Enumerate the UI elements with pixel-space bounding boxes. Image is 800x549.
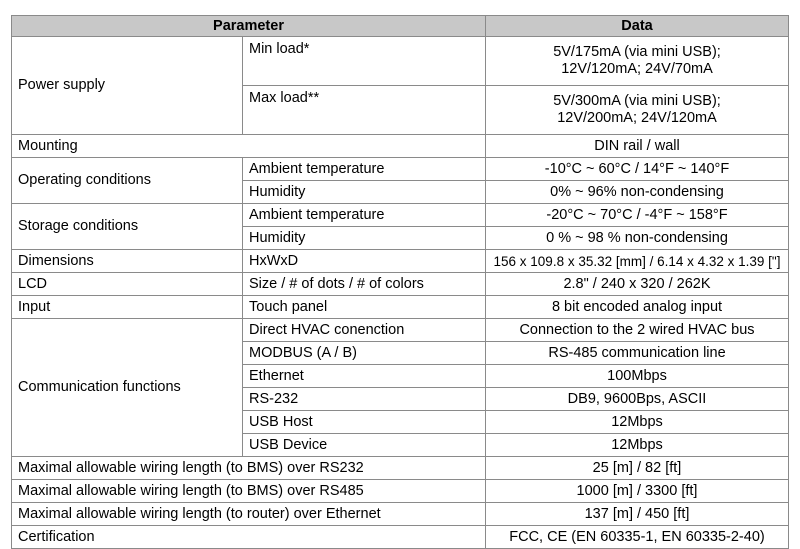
- operating-label: Operating conditions: [12, 158, 243, 204]
- header-data: Data: [486, 16, 789, 37]
- lcd-label: LCD: [12, 273, 243, 296]
- wiring-value: 25 [m] / 82 [ft]: [486, 457, 789, 480]
- table-row: [12, 319, 789, 342]
- table-row: [12, 37, 789, 86]
- comm-item-value: 100Mbps: [486, 365, 789, 388]
- comm-item-value: Connection to the 2 wired HVAC bus: [486, 319, 789, 342]
- table-row: [12, 296, 789, 319]
- input-sub: Touch panel: [243, 296, 486, 319]
- comm-item-value: 12Mbps: [486, 411, 789, 434]
- dimensions-sub: HxWxD: [243, 250, 486, 273]
- storage-temp-value: -20°C ~ 70°C / -4°F ~ 158°F: [486, 204, 789, 227]
- min-load-value: [486, 37, 789, 86]
- table-row: [12, 273, 789, 296]
- power-supply-label: Power supply: [12, 37, 243, 135]
- min-load-label: Min load*: [243, 37, 486, 86]
- mounting-value: DIN rail / wall: [486, 135, 789, 158]
- table-row: [12, 158, 789, 181]
- table-row: [12, 457, 789, 480]
- storage-humidity-value: 0 % ~ 98 % non-condensing: [486, 227, 789, 250]
- min-load-line2: 12V/120mA; 24V/70mA: [561, 61, 713, 77]
- comm-item-label: MODBUS (A / B): [243, 342, 486, 365]
- max-load-label: Max load**: [243, 86, 486, 135]
- certification-label: Certification: [12, 526, 486, 549]
- storage-temp-label: Ambient temperature: [243, 204, 486, 227]
- operating-humidity-label: Humidity: [243, 181, 486, 204]
- max-load-line2: 12V/200mA; 24V/120mA: [557, 110, 717, 126]
- table-row: [12, 480, 789, 503]
- comm-item-value: RS-485 communication line: [486, 342, 789, 365]
- table-row: [12, 135, 789, 158]
- max-load-value: [486, 86, 789, 135]
- lcd-sub: Size / # of dots / # of colors: [243, 273, 486, 296]
- comm-item-value: 12Mbps: [486, 434, 789, 457]
- spec-table: [11, 15, 789, 549]
- dimensions-value: 156 x 109.8 x 35.32 [mm] / 6.14 x 4.32 x 1.39 ["]: [486, 250, 789, 273]
- lcd-value: 2.8" / 240 x 320 / 262K: [486, 273, 789, 296]
- dimensions-label: Dimensions: [12, 250, 243, 273]
- header-parameter: Parameter: [12, 16, 486, 37]
- wiring-label: Maximal allowable wiring length (to BMS) over RS232: [12, 457, 486, 480]
- table-row: [12, 503, 789, 526]
- min-load-line1: 5V/175mA (via mini USB);: [553, 44, 721, 60]
- wiring-value: 1000 [m] / 3300 [ft]: [486, 480, 789, 503]
- comm-item-label: USB Host: [243, 411, 486, 434]
- comm-item-value: DB9, 9600Bps, ASCII: [486, 388, 789, 411]
- operating-temp-value: -10°C ~ 60°C / 14°F ~ 140°F: [486, 158, 789, 181]
- wiring-label: Maximal allowable wiring length (to BMS) over RS485: [12, 480, 486, 503]
- comm-item-label: USB Device: [243, 434, 486, 457]
- comm-item-label: Ethernet: [243, 365, 486, 388]
- certification-value: FCC, CE (EN 60335-1, EN 60335-2-40): [486, 526, 789, 549]
- header-row: [12, 16, 789, 37]
- input-label: Input: [12, 296, 243, 319]
- operating-humidity-value: 0% ~ 96% non-condensing: [486, 181, 789, 204]
- wiring-value: 137 [m] / 450 [ft]: [486, 503, 789, 526]
- operating-temp-label: Ambient temperature: [243, 158, 486, 181]
- table-row: [12, 526, 789, 549]
- storage-label: Storage conditions: [12, 204, 243, 250]
- comm-item-label: Direct HVAC conenction: [243, 319, 486, 342]
- input-value: 8 bit encoded analog input: [486, 296, 789, 319]
- max-load-line1: 5V/300mA (via mini USB);: [553, 93, 721, 109]
- table-row: [12, 250, 789, 273]
- comm-item-label: RS-232: [243, 388, 486, 411]
- mounting-label: Mounting: [12, 135, 486, 158]
- wiring-label: Maximal allowable wiring length (to router) over Ethernet: [12, 503, 486, 526]
- storage-humidity-label: Humidity: [243, 227, 486, 250]
- communication-label: Communication functions: [12, 319, 243, 457]
- table-row: [12, 204, 789, 227]
